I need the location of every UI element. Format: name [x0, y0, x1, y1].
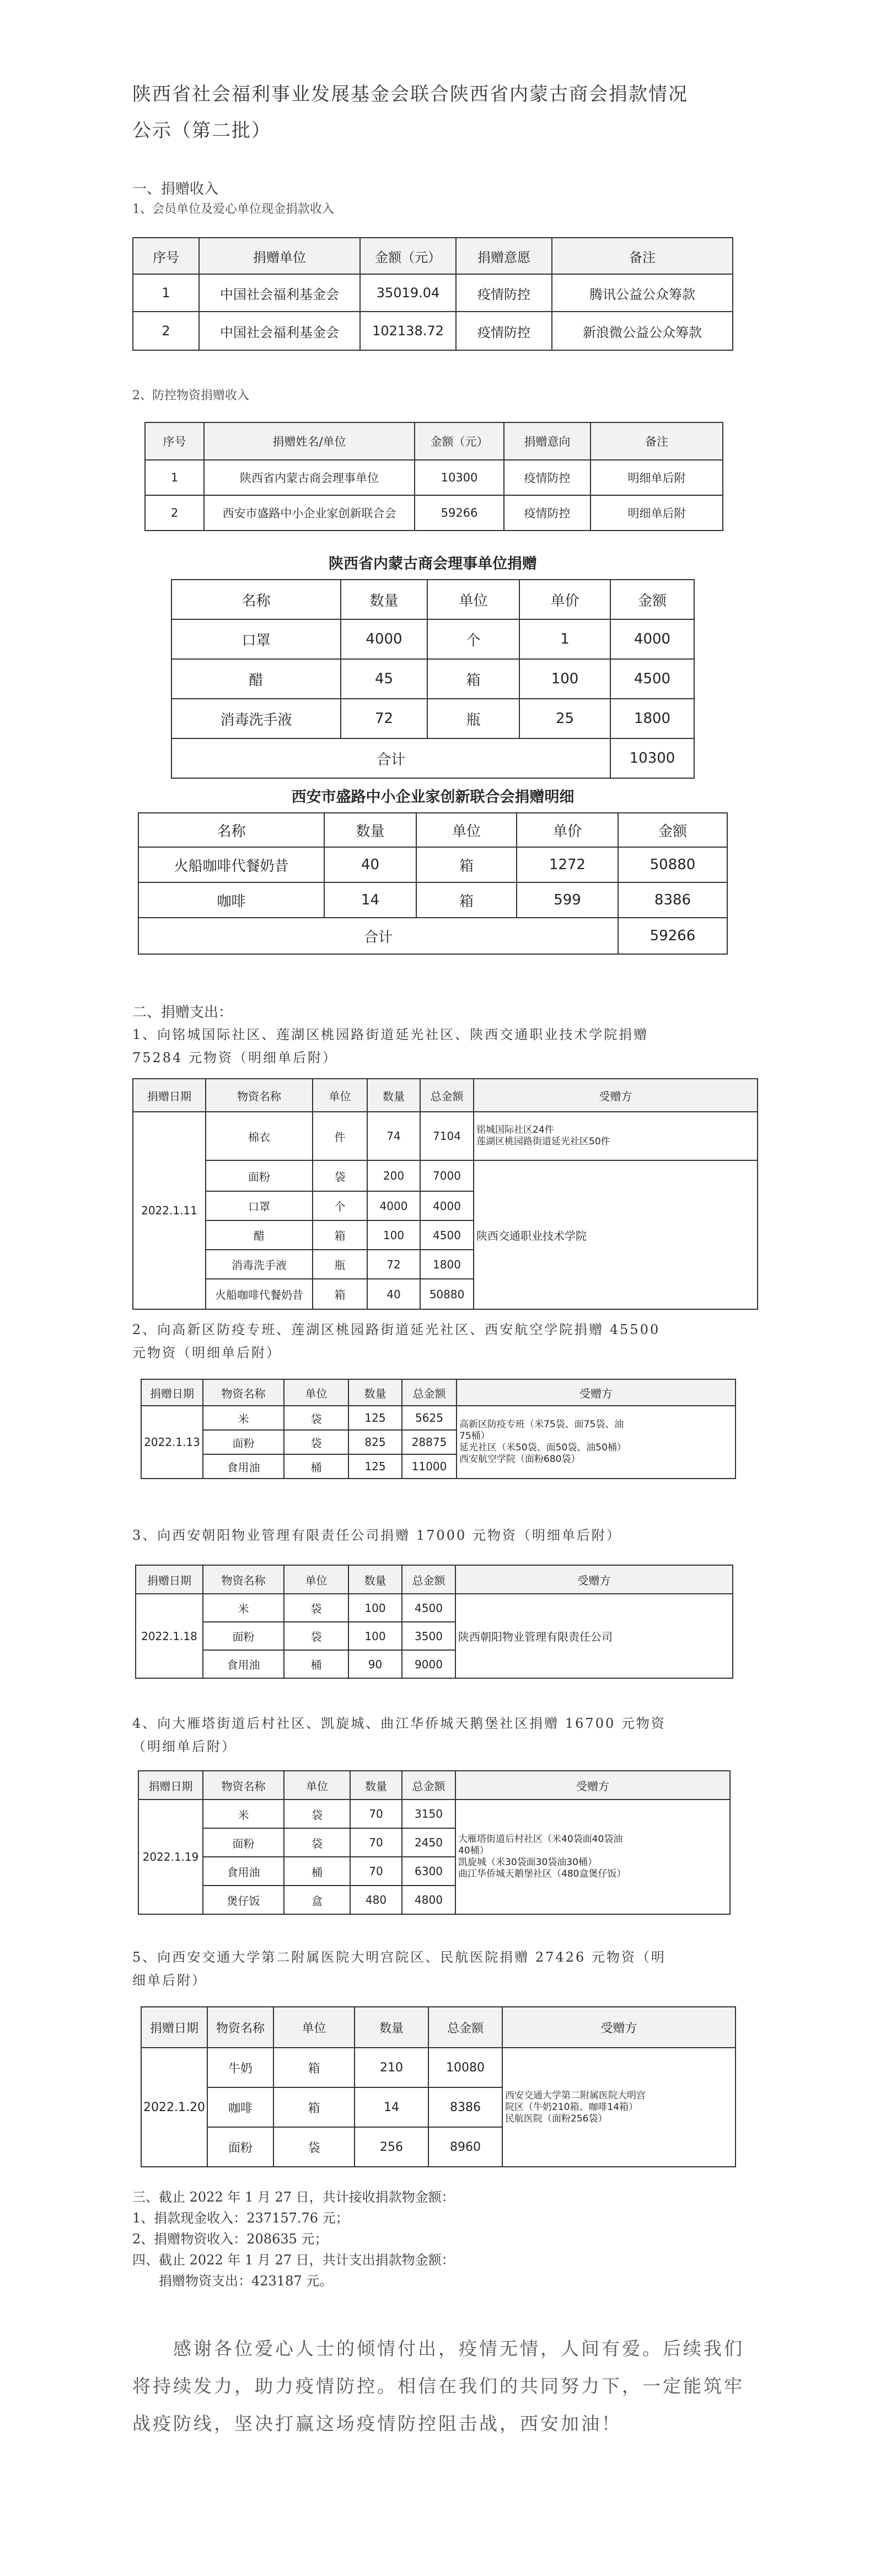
- table-cell: 袋: [284, 1800, 350, 1828]
- column-header: 数量: [348, 1379, 402, 1406]
- column-header: 总金额: [402, 1379, 457, 1406]
- summary-line: 1、捐款现金收入：237157.76 元；: [132, 2210, 349, 2226]
- column-header: 数量: [324, 813, 416, 847]
- column-header: 备注: [591, 422, 723, 460]
- detail-table-2: [138, 812, 728, 955]
- column-header: 单位: [284, 1565, 348, 1594]
- summary-line: 四、截止 2022 年 1 月 27 日，共计支出捐款物金额：: [132, 2252, 455, 2268]
- recipient-line: 西安航空学院（面粉680袋）: [459, 1454, 581, 1465]
- text-line: （明细单后附）: [132, 1739, 237, 1754]
- column-header: 捐赠意愿: [456, 238, 552, 274]
- table-cell: 醋: [206, 1220, 313, 1250]
- table-header-row: [138, 1771, 730, 1800]
- table-header-row: [171, 580, 694, 619]
- column-header: 备注: [552, 238, 733, 274]
- donation-date: 2022.1.11: [133, 1112, 206, 1309]
- column-header: 单价: [517, 813, 618, 847]
- column-header: 金额: [610, 580, 694, 619]
- column-header: 捐赠日期: [141, 2007, 207, 2048]
- column-header: 捐赠意向: [504, 422, 591, 460]
- text-line: 4、向大雁塔街道后村社区、凯旋城、曲江华侨城天鹅堡社区捐赠 16700 元物资: [132, 1716, 666, 1731]
- expense-table-1: [132, 1078, 758, 1310]
- column-header: 金额: [618, 813, 727, 847]
- table-cell: 200: [367, 1160, 420, 1191]
- donation-date: 2022.1.18: [136, 1594, 203, 1678]
- table-cell: 59266: [415, 495, 504, 531]
- table-cell: 咖啡: [138, 882, 324, 918]
- table-cell: 米: [203, 1594, 284, 1622]
- section-income-heading: 一、捐赠收入: [132, 181, 219, 197]
- table-cell: 火船咖啡代餐奶昔: [206, 1279, 313, 1309]
- table-cell: 8960: [428, 2127, 502, 2167]
- table-cell: 50880: [420, 1279, 474, 1309]
- column-header: 金额（元）: [415, 422, 504, 460]
- table-cell: 瓶: [313, 1250, 367, 1279]
- column-header: 数量: [350, 1771, 402, 1800]
- text-line: 元物资（明细单后附）: [132, 1345, 281, 1361]
- total-row: [171, 738, 694, 778]
- recipient-cell: [455, 1800, 730, 1914]
- table-cell: 箱: [273, 2087, 355, 2127]
- text-line: 1、向铭城国际社区、莲湖区桃园路街道延光社区、陕西交通职业技术学院捐赠: [132, 1027, 649, 1042]
- recipient-cell: [457, 1406, 736, 1479]
- table-row: [133, 274, 733, 312]
- table-cell: 面粉: [203, 1622, 284, 1650]
- table-row: [141, 1406, 736, 1430]
- table-row: [138, 847, 727, 882]
- table-cell: 桶: [284, 1857, 350, 1886]
- table-cell: 牛奶: [207, 2048, 273, 2087]
- table-cell: 72: [367, 1250, 420, 1279]
- table-cell: 腾讯公益公众筹款: [552, 274, 733, 312]
- column-header: 物资名称: [207, 2007, 273, 2048]
- table-row: [133, 1112, 758, 1160]
- column-header: 捐赠日期: [133, 1079, 206, 1112]
- table-cell: 袋: [284, 1594, 348, 1622]
- table-cell: 14: [324, 882, 416, 918]
- table-cell: 箱: [416, 882, 517, 918]
- table-cell: 10300: [415, 460, 504, 495]
- column-header: 总金额: [402, 1565, 455, 1594]
- table-row: [138, 882, 727, 918]
- column-header: 受赠方: [457, 1379, 736, 1406]
- table-cell: 2: [145, 495, 204, 531]
- column-header: 数量: [348, 1565, 402, 1594]
- table-cell: 14: [355, 2087, 428, 2127]
- table-cell: 125: [348, 1454, 402, 1479]
- table-cell: 箱: [313, 1279, 367, 1309]
- table-cell: 4800: [402, 1886, 455, 1914]
- table-cell: 2450: [402, 1828, 455, 1857]
- table-cell: 口罩: [171, 619, 341, 659]
- page-title: [132, 76, 688, 149]
- column-header: 物资名称: [203, 1771, 284, 1800]
- expense-table-3: [135, 1565, 733, 1679]
- table-cell: 疫情防控: [456, 312, 552, 350]
- table-cell: 210: [355, 2048, 428, 2087]
- table-cell: 825: [348, 1430, 402, 1454]
- column-header: 序号: [145, 422, 204, 460]
- recipient-line: 院区（牛奶210箱、咖啡14箱）: [505, 2101, 638, 2113]
- table-cell: 面粉: [203, 1430, 284, 1454]
- closing-paragraph: 感谢各位爱心人士的倾情付出，疫情无情，人间有爱。后续我们将持续发力，助力疫情防控。相信在我们的共同努力下，一定能筑牢战疫防线，坚决打赢这场疫情防控阻击战，西安加油！: [132, 2338, 744, 2434]
- table-cell: 食用油: [203, 1650, 284, 1678]
- table-row: [141, 2048, 736, 2087]
- table-cell: 10080: [428, 2048, 502, 2087]
- recipient-line: 大雁塔街道后村社区（米40袋面40袋油: [458, 1834, 623, 1845]
- table-cell: 2: [133, 312, 199, 350]
- table-cell: 新浪微公益公众筹款: [552, 312, 733, 350]
- table-row: [171, 619, 694, 659]
- column-header: 捐赠日期: [138, 1771, 203, 1800]
- table-cell: 明细单后附: [591, 495, 723, 531]
- total-label: 合计: [138, 918, 618, 954]
- recipient-line: 40桶）: [458, 1845, 489, 1856]
- total-row: [138, 918, 727, 954]
- detail-table-2-title: 西安市盛路中小企业家创新联合会捐赠明细: [291, 789, 575, 806]
- table-cell: 1: [133, 274, 199, 312]
- recipient-line: 民航医院（面粉256袋）: [505, 2113, 608, 2124]
- table-cell: 口罩: [206, 1191, 313, 1220]
- column-header: 名称: [171, 580, 341, 619]
- table-cell: 1: [519, 619, 610, 659]
- column-header: 物资名称: [206, 1079, 313, 1112]
- recipient-line: 莲湖区桃园路街道延光社区50件: [476, 1136, 610, 1147]
- table-cell: 瓶: [427, 699, 519, 738]
- table-cell: 食用油: [203, 1454, 284, 1479]
- table-cell: 40: [367, 1279, 420, 1309]
- table-cell: 米: [203, 1800, 284, 1828]
- table-cell: 4000: [420, 1191, 474, 1220]
- table-row: [145, 460, 723, 495]
- table-row: [145, 495, 723, 531]
- recipient-line: 延光社区（米50袋、面50袋、油50桶）: [459, 1442, 626, 1453]
- table-cell: 4500: [610, 659, 694, 699]
- table-cell: 4500: [420, 1220, 474, 1250]
- expense-item-2-text: [132, 1318, 660, 1364]
- table-cell: 疫情防控: [504, 460, 591, 495]
- table-cell: 煲仔饭: [203, 1886, 284, 1914]
- table-cell: 8386: [428, 2087, 502, 2127]
- column-header: 名称: [138, 813, 324, 847]
- table-row: [171, 699, 694, 738]
- table-header-row: [145, 422, 723, 460]
- total-label: 合计: [171, 738, 610, 778]
- table-cell: 盒: [284, 1886, 350, 1914]
- table-cell: 40: [324, 847, 416, 882]
- table-cell: 疫情防控: [456, 274, 552, 312]
- page-title-line-1: 陕西省社会福利事业发展基金会联合陕西省内蒙古商会捐款情况: [132, 83, 688, 105]
- table-cell: 桶: [284, 1650, 348, 1678]
- table-cell: 4500: [402, 1594, 455, 1622]
- table-cell: 70: [350, 1857, 402, 1886]
- table-cell: 件: [313, 1112, 367, 1160]
- column-header: 数量: [367, 1079, 420, 1112]
- section-expense-heading: 二、捐赠支出：: [132, 1004, 233, 1021]
- table-cell: 中国社会福利基金会: [199, 274, 360, 312]
- summary-line: 2、捐赠物资收入：208635 元；: [132, 2231, 328, 2247]
- column-header: 捐赠日期: [141, 1379, 203, 1406]
- table-row: [136, 1594, 733, 1622]
- recipient-line: 75桶）: [459, 1431, 490, 1442]
- column-header: 物资名称: [203, 1565, 284, 1594]
- table-header-row: [133, 1079, 758, 1112]
- table-cell: 面粉: [207, 2127, 273, 2167]
- table-cell: 4000: [367, 1191, 420, 1220]
- table-cell: 70: [350, 1828, 402, 1857]
- column-header: 单价: [519, 580, 610, 619]
- table-cell: 消毒洗手液: [206, 1250, 313, 1279]
- expense-table-5: [141, 2006, 736, 2167]
- recipient-cell: 陕西朝阳物业管理有限责任公司: [455, 1594, 733, 1678]
- table-cell: 50880: [618, 847, 727, 882]
- table-cell: 480: [350, 1886, 402, 1914]
- column-header: 受赠方: [455, 1565, 733, 1594]
- table-cell: 8386: [618, 882, 727, 918]
- table-cell: 70: [350, 1800, 402, 1828]
- table-cell: 咖啡: [207, 2087, 273, 2127]
- expense-table-2: [141, 1379, 736, 1479]
- table-row: [138, 1800, 730, 1828]
- recipient-line: 凯旋城（米30袋面30袋油30桶）: [458, 1857, 597, 1868]
- cash-donation-table: [132, 237, 733, 351]
- column-header: 捐赠单位: [199, 238, 360, 274]
- table-cell: 7104: [420, 1112, 474, 1160]
- table-cell: 西安市盛路中小企业家创新联合会: [204, 495, 415, 531]
- column-header: 数量: [355, 2007, 428, 2048]
- detail-table-1: [171, 579, 695, 779]
- table-cell: 35019.04: [360, 274, 456, 312]
- table-cell: 1800: [610, 699, 694, 738]
- table-cell: 100: [519, 659, 610, 699]
- table-cell: 4000: [610, 619, 694, 659]
- column-header: 单位: [416, 813, 517, 847]
- table-cell: 125: [348, 1406, 402, 1430]
- text-line: 3、向西安朝阳物业管理有限责任公司捐赠 17000 元物资（明细单后附）: [132, 1528, 621, 1543]
- column-header: 总金额: [420, 1079, 474, 1112]
- table-header-row: [141, 2007, 736, 2048]
- column-header: 单位: [427, 580, 519, 619]
- column-header: 受赠方: [502, 2007, 736, 2048]
- table-cell: 3150: [402, 1800, 455, 1828]
- column-header: 捐赠日期: [136, 1565, 203, 1594]
- table-cell: 72: [341, 699, 427, 738]
- table-cell: 箱: [313, 1220, 367, 1250]
- text-line: 细单后附）: [132, 1973, 207, 1988]
- detail-table-1-title: 陕西省内蒙古商会理事单位捐赠: [329, 555, 537, 572]
- table-cell: 599: [517, 882, 618, 918]
- column-header: 序号: [133, 238, 199, 274]
- table-cell: 45: [341, 659, 427, 699]
- table-cell: 个: [313, 1191, 367, 1220]
- table-cell: 醋: [171, 659, 341, 699]
- table-row: [133, 312, 733, 350]
- column-header: 数量: [341, 580, 427, 619]
- table-cell: 100: [348, 1594, 402, 1622]
- table-cell: 74: [367, 1112, 420, 1160]
- table-cell: 明细单后附: [591, 460, 723, 495]
- column-header: 受赠方: [474, 1079, 758, 1112]
- summary-block: [132, 2187, 455, 2291]
- expense-item-5-text: [132, 1946, 666, 1992]
- table-cell: 4000: [341, 619, 427, 659]
- table-cell: 消毒洗手液: [171, 699, 341, 738]
- text-line: 75284 元物资（明细单后附）: [132, 1050, 337, 1065]
- expense-item-3-text: [132, 1524, 621, 1547]
- recipient-line: 铭城国际社区24件: [476, 1124, 554, 1136]
- table-cell: 256: [355, 2127, 428, 2167]
- table-cell: 1800: [420, 1250, 474, 1279]
- text-line: 2、向高新区防疫专班、莲湖区桃园路街道延光社区、西安航空学院捐赠 45500: [132, 1322, 661, 1337]
- table-cell: 7000: [420, 1160, 474, 1191]
- column-header: 金额（元）: [360, 238, 456, 274]
- total-value: 59266: [618, 918, 727, 954]
- table-cell: 疫情防控: [504, 495, 591, 531]
- table-cell: 90: [348, 1650, 402, 1678]
- table-cell: 100: [348, 1622, 402, 1650]
- expense-item-1-text: [132, 1023, 648, 1069]
- column-header: 单位: [284, 1379, 348, 1406]
- table-cell: 袋: [273, 2127, 355, 2167]
- recipient-line: 高新区防疫专班（米75袋、面75袋、油: [459, 1419, 624, 1430]
- column-header: 物资名称: [203, 1379, 284, 1406]
- column-header: 单位: [273, 2007, 355, 2048]
- table-cell: 箱: [273, 2048, 355, 2087]
- page-title-line-2: 公示（第二批）: [132, 120, 271, 142]
- table-cell: 棉衣: [206, 1112, 313, 1160]
- expense-table-4: [138, 1770, 731, 1915]
- expense-item-4-text: [132, 1712, 666, 1758]
- total-value: 10300: [610, 738, 694, 778]
- table-cell: 袋: [284, 1828, 350, 1857]
- table-cell: 袋: [284, 1622, 348, 1650]
- donation-date: 2022.1.19: [138, 1800, 203, 1914]
- column-header: 单位: [313, 1079, 367, 1112]
- summary-line: 捐赠物资支出：423187 元。: [132, 2273, 333, 2289]
- table-cell: 1: [145, 460, 204, 495]
- column-header: 单位: [284, 1771, 350, 1800]
- table-cell: 100: [367, 1220, 420, 1250]
- goods-donation-table: [144, 422, 723, 531]
- table-cell: 面粉: [203, 1828, 284, 1857]
- table-cell: 袋: [313, 1160, 367, 1191]
- recipient-cell: [502, 2048, 736, 2167]
- table-header-row: [138, 813, 727, 847]
- column-header: 受赠方: [455, 1771, 730, 1800]
- table-cell: 25: [519, 699, 610, 738]
- table-cell: 102138.72: [360, 312, 456, 350]
- table-cell: 5625: [402, 1406, 457, 1430]
- table-cell: 桶: [284, 1454, 348, 1479]
- table-cell: 箱: [416, 847, 517, 882]
- table-cell: 9000: [402, 1650, 455, 1678]
- recipient-line: 西安交通大学第二附属医院大明宫: [505, 2090, 646, 2101]
- column-header: 捐赠姓名/单位: [204, 422, 415, 460]
- table-cell: 3500: [402, 1622, 455, 1650]
- donation-date: 2022.1.20: [141, 2048, 207, 2167]
- table-cell: 11000: [402, 1454, 457, 1479]
- table-cell: 6300: [402, 1857, 455, 1886]
- recipient-cell: [474, 1112, 758, 1160]
- recipient-line: 曲江华侨城天鹅堡社区（480盒煲仔饭）: [458, 1868, 626, 1879]
- table-cell: 中国社会福利基金会: [199, 312, 360, 350]
- column-header: 总金额: [402, 1771, 455, 1800]
- table-cell: 火船咖啡代餐奶昔: [138, 847, 324, 882]
- recipient-cell: 陕西交通职业技术学院: [474, 1160, 758, 1309]
- table-cell: 1272: [517, 847, 618, 882]
- table-header-row: [133, 238, 733, 274]
- table-cell: 米: [203, 1406, 284, 1430]
- table-cell: 食用油: [203, 1857, 284, 1886]
- text-line: 5、向西安交通大学第二附属医院大明宫院区、民航医院捐赠 27426 元物资（明: [132, 1950, 666, 1965]
- table-cell: 面粉: [206, 1160, 313, 1191]
- donation-date: 2022.1.13: [141, 1406, 203, 1479]
- table-cell: 箱: [427, 659, 519, 699]
- cash-income-subheading: 1、会员单位及爱心单位现金捐款收入: [132, 202, 334, 216]
- table-header-row: [141, 1379, 736, 1406]
- summary-line: 三、截止 2022 年 1 月 27 日，共计接收捐款物金额：: [132, 2189, 455, 2205]
- table-row: [171, 659, 694, 699]
- goods-income-subheading: 2、防控物资捐赠收入: [132, 389, 249, 403]
- table-cell: 陕西省内蒙古商会理事单位: [204, 460, 415, 495]
- table-cell: 个: [427, 619, 519, 659]
- column-header: 总金额: [428, 2007, 502, 2048]
- table-cell: 28875: [402, 1430, 457, 1454]
- table-cell: 袋: [284, 1406, 348, 1430]
- table-cell: 袋: [284, 1430, 348, 1454]
- table-header-row: [136, 1565, 733, 1594]
- table-row: [133, 1160, 758, 1191]
